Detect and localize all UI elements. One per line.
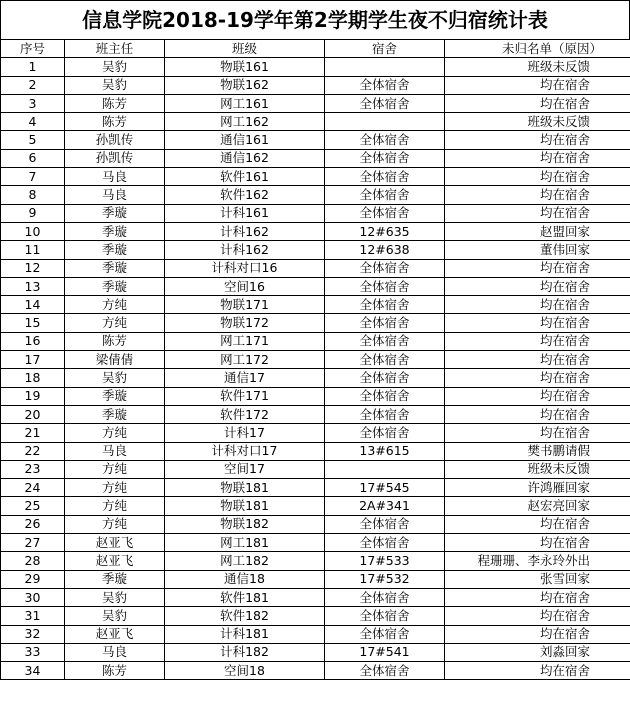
cell-teacher: 陈芳: [65, 94, 165, 112]
cell-index: 16: [1, 332, 65, 350]
cell-absent-list: 均在宿舍: [445, 314, 630, 332]
table-row: [1, 222, 630, 240]
cell-teacher: 方纯: [65, 479, 165, 497]
table-row: [1, 204, 630, 222]
table-row: [1, 607, 630, 625]
table-row: [1, 460, 630, 478]
table-row: [1, 58, 630, 76]
cell-teacher: 季璇: [65, 222, 165, 240]
table-row: [1, 369, 630, 387]
cell-absent-list: 董伟回家: [445, 241, 630, 259]
cell-dorm: 全体宿舍: [325, 277, 445, 295]
table-row: [1, 497, 630, 515]
cell-teacher: 赵亚飞: [65, 552, 165, 570]
cell-index: 17: [1, 351, 65, 369]
cell-index: 8: [1, 186, 65, 204]
cell-index: 20: [1, 405, 65, 423]
cell-absent-list: 均在宿舍: [445, 387, 630, 405]
cell-dorm: [325, 113, 445, 131]
cell-dorm: 全体宿舍: [325, 625, 445, 643]
cell-class: 网工171: [165, 332, 325, 350]
cell-class: 空间18: [165, 662, 325, 680]
table-row: [1, 570, 630, 588]
cell-index: 21: [1, 424, 65, 442]
cell-dorm: 全体宿舍: [325, 351, 445, 369]
header-class: 班级: [165, 40, 325, 58]
header-teacher: 班主任: [65, 40, 165, 58]
cell-dorm: 17#541: [325, 643, 445, 661]
cell-class: 通信161: [165, 131, 325, 149]
cell-teacher: 陈芳: [65, 662, 165, 680]
cell-teacher: 梁倩倩: [65, 351, 165, 369]
cell-teacher: 吴豹: [65, 58, 165, 76]
cell-absent-list: 赵宏亮回家: [445, 497, 630, 515]
table-row: [1, 131, 630, 149]
cell-dorm: 全体宿舍: [325, 149, 445, 167]
cell-class: 软件182: [165, 607, 325, 625]
table-row: [1, 588, 630, 606]
table-row: [1, 241, 630, 259]
cell-dorm: 全体宿舍: [325, 131, 445, 149]
cell-teacher: 吴豹: [65, 369, 165, 387]
cell-class: 软件181: [165, 588, 325, 606]
table-row: [1, 296, 630, 314]
cell-absent-list: 程珊珊、李永玲外出: [445, 552, 630, 570]
cell-index: 2: [1, 76, 65, 94]
cell-absent-list: 均在宿舍: [445, 607, 630, 625]
cell-index: 15: [1, 314, 65, 332]
cell-dorm: 全体宿舍: [325, 607, 445, 625]
cell-dorm: [325, 58, 445, 76]
cell-teacher: 方纯: [65, 497, 165, 515]
cell-absent-list: 班级未反馈: [445, 113, 630, 131]
cell-teacher: 季璇: [65, 259, 165, 277]
cell-class: 网工162: [165, 113, 325, 131]
table-row: [1, 113, 630, 131]
cell-class: 网工172: [165, 351, 325, 369]
cell-index: 28: [1, 552, 65, 570]
table-row: [1, 479, 630, 497]
cell-dorm: 全体宿舍: [325, 168, 445, 186]
table-row: [1, 168, 630, 186]
cell-absent-list: 均在宿舍: [445, 168, 630, 186]
cell-class: 计科182: [165, 643, 325, 661]
table-row: [1, 405, 630, 423]
table-row: [1, 94, 630, 112]
header-row: [1, 40, 630, 58]
cell-absent-list: 赵盟回家: [445, 222, 630, 240]
cell-teacher: 吴豹: [65, 76, 165, 94]
cell-index: 29: [1, 570, 65, 588]
cell-dorm: 2A#341: [325, 497, 445, 515]
cell-index: 27: [1, 534, 65, 552]
cell-class: 物联172: [165, 314, 325, 332]
cell-absent-list: 均在宿舍: [445, 94, 630, 112]
cell-class: 物联161: [165, 58, 325, 76]
cell-absent-list: 均在宿舍: [445, 76, 630, 94]
cell-teacher: 马良: [65, 186, 165, 204]
cell-absent-list: 均在宿舍: [445, 625, 630, 643]
cell-class: 物联182: [165, 515, 325, 533]
cell-index: 32: [1, 625, 65, 643]
cell-class: 软件161: [165, 168, 325, 186]
cell-teacher: 方纯: [65, 460, 165, 478]
cell-dorm: 12#638: [325, 241, 445, 259]
table-row: [1, 534, 630, 552]
cell-index: 31: [1, 607, 65, 625]
cell-index: 18: [1, 369, 65, 387]
cell-absent-list: 均在宿舍: [445, 186, 630, 204]
cell-dorm: 全体宿舍: [325, 314, 445, 332]
cell-teacher: 马良: [65, 643, 165, 661]
cell-index: 23: [1, 460, 65, 478]
cell-class: 网工161: [165, 94, 325, 112]
cell-dorm: 全体宿舍: [325, 534, 445, 552]
table-row: [1, 149, 630, 167]
cell-teacher: 孙凯传: [65, 149, 165, 167]
cell-index: 24: [1, 479, 65, 497]
cell-dorm: 全体宿舍: [325, 588, 445, 606]
cell-teacher: 季璇: [65, 387, 165, 405]
cell-class: 计科161: [165, 204, 325, 222]
cell-index: 9: [1, 204, 65, 222]
header-absent-list: 未归名单（原因）: [445, 40, 630, 58]
cell-absent-list: 均在宿舍: [445, 534, 630, 552]
table-row: [1, 515, 630, 533]
cell-index: 13: [1, 277, 65, 295]
cell-class: 软件172: [165, 405, 325, 423]
cell-class: 计科对口17: [165, 442, 325, 460]
cell-teacher: 马良: [65, 168, 165, 186]
cell-dorm: 全体宿舍: [325, 204, 445, 222]
cell-index: 30: [1, 588, 65, 606]
cell-index: 1: [1, 58, 65, 76]
table-row: [1, 314, 630, 332]
cell-index: 6: [1, 149, 65, 167]
cell-absent-list: 均在宿舍: [445, 204, 630, 222]
table-row: [1, 625, 630, 643]
cell-dorm: 全体宿舍: [325, 259, 445, 277]
cell-absent-list: 均在宿舍: [445, 424, 630, 442]
table-body: [1, 58, 630, 680]
cell-class: 网工182: [165, 552, 325, 570]
cell-index: 3: [1, 94, 65, 112]
cell-teacher: 孙凯传: [65, 131, 165, 149]
cell-class: 软件171: [165, 387, 325, 405]
cell-index: 11: [1, 241, 65, 259]
cell-dorm: 12#635: [325, 222, 445, 240]
cell-teacher: 马良: [65, 442, 165, 460]
header-dorm: 宿舍: [325, 40, 445, 58]
cell-absent-list: 均在宿舍: [445, 351, 630, 369]
cell-class: 物联171: [165, 296, 325, 314]
cell-index: 19: [1, 387, 65, 405]
cell-class: 通信162: [165, 149, 325, 167]
cell-teacher: 陈芳: [65, 332, 165, 350]
cell-teacher: 方纯: [65, 296, 165, 314]
cell-class: 物联181: [165, 479, 325, 497]
cell-teacher: 吴豹: [65, 607, 165, 625]
cell-absent-list: 均在宿舍: [445, 369, 630, 387]
cell-dorm: 全体宿舍: [325, 296, 445, 314]
cell-dorm: [325, 460, 445, 478]
cell-dorm: 全体宿舍: [325, 387, 445, 405]
cell-absent-list: 均在宿舍: [445, 131, 630, 149]
cell-absent-list: 均在宿舍: [445, 259, 630, 277]
cell-index: 4: [1, 113, 65, 131]
cell-absent-list: 均在宿舍: [445, 149, 630, 167]
cell-class: 空间16: [165, 277, 325, 295]
table-row: [1, 76, 630, 94]
cell-teacher: 陈芳: [65, 113, 165, 131]
sheet-title: 信息学院2018-19学年第2学期学生夜不归宿统计表: [0, 0, 630, 39]
cell-absent-list: 均在宿舍: [445, 277, 630, 295]
cell-absent-list: 均在宿舍: [445, 662, 630, 680]
cell-dorm: 全体宿舍: [325, 662, 445, 680]
cell-absent-list: 均在宿舍: [445, 405, 630, 423]
table-row: [1, 643, 630, 661]
cell-class: 通信18: [165, 570, 325, 588]
cell-class: 计科162: [165, 241, 325, 259]
cell-absent-list: 班级未反馈: [445, 58, 630, 76]
cell-index: 34: [1, 662, 65, 680]
cell-teacher: 季璇: [65, 570, 165, 588]
cell-teacher: 季璇: [65, 204, 165, 222]
cell-absent-list: 班级未反馈: [445, 460, 630, 478]
cell-class: 计科181: [165, 625, 325, 643]
table-row: [1, 442, 630, 460]
cell-absent-list: 许鸿雁回家: [445, 479, 630, 497]
cell-teacher: 季璇: [65, 241, 165, 259]
cell-dorm: 全体宿舍: [325, 369, 445, 387]
cell-dorm: 全体宿舍: [325, 515, 445, 533]
cell-dorm: 全体宿舍: [325, 405, 445, 423]
cell-index: 22: [1, 442, 65, 460]
cell-class: 网工181: [165, 534, 325, 552]
cell-teacher: 吴豹: [65, 588, 165, 606]
cell-teacher: 季璇: [65, 405, 165, 423]
table-row: [1, 332, 630, 350]
cell-class: 空间17: [165, 460, 325, 478]
cell-class: 软件162: [165, 186, 325, 204]
cell-teacher: 赵亚飞: [65, 625, 165, 643]
table-row: [1, 259, 630, 277]
table-row: [1, 387, 630, 405]
cell-index: 12: [1, 259, 65, 277]
cell-teacher: 方纯: [65, 314, 165, 332]
cell-index: 25: [1, 497, 65, 515]
cell-class: 物联162: [165, 76, 325, 94]
cell-class: 通信17: [165, 369, 325, 387]
cell-absent-list: 刘淼回家: [445, 643, 630, 661]
statistics-table: [0, 39, 630, 680]
cell-class: 计科对口16: [165, 259, 325, 277]
table-row: [1, 277, 630, 295]
cell-teacher: 方纯: [65, 424, 165, 442]
cell-teacher: 季璇: [65, 277, 165, 295]
cell-absent-list: 均在宿舍: [445, 332, 630, 350]
header-index: 序号: [1, 40, 65, 58]
cell-index: 10: [1, 222, 65, 240]
cell-class: 计科162: [165, 222, 325, 240]
cell-absent-list: 均在宿舍: [445, 296, 630, 314]
cell-dorm: 全体宿舍: [325, 186, 445, 204]
cell-index: 5: [1, 131, 65, 149]
cell-dorm: 17#533: [325, 552, 445, 570]
cell-dorm: 13#615: [325, 442, 445, 460]
cell-teacher: 方纯: [65, 515, 165, 533]
cell-absent-list: 均在宿舍: [445, 515, 630, 533]
cell-dorm: 全体宿舍: [325, 424, 445, 442]
cell-dorm: 17#532: [325, 570, 445, 588]
cell-class: 计科17: [165, 424, 325, 442]
cell-index: 26: [1, 515, 65, 533]
table-row: [1, 552, 630, 570]
cell-dorm: 全体宿舍: [325, 94, 445, 112]
cell-index: 14: [1, 296, 65, 314]
table-row: [1, 186, 630, 204]
cell-class: 物联181: [165, 497, 325, 515]
table-row: [1, 662, 630, 680]
cell-index: 33: [1, 643, 65, 661]
cell-teacher: 赵亚飞: [65, 534, 165, 552]
table-row: [1, 424, 630, 442]
cell-absent-list: 均在宿舍: [445, 588, 630, 606]
table-row: [1, 351, 630, 369]
cell-dorm: 全体宿舍: [325, 76, 445, 94]
cell-dorm: 全体宿舍: [325, 332, 445, 350]
cell-absent-list: 张雪回家: [445, 570, 630, 588]
cell-dorm: 17#545: [325, 479, 445, 497]
cell-index: 7: [1, 168, 65, 186]
cell-absent-list: 樊书鹏请假: [445, 442, 630, 460]
